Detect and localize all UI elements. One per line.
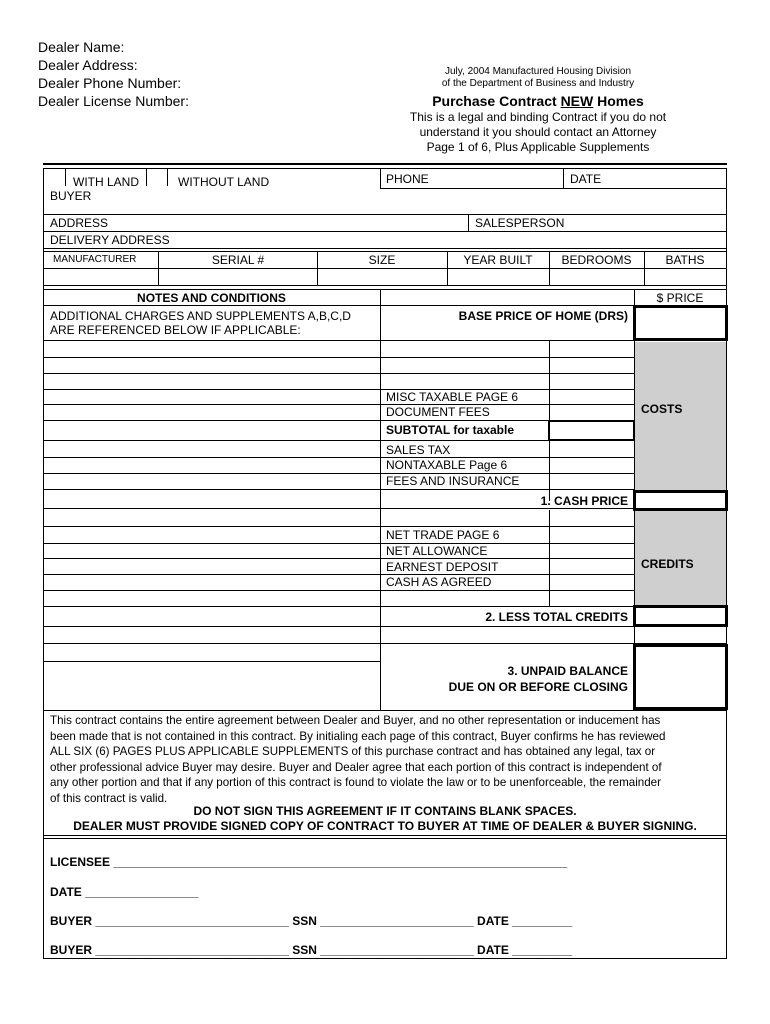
divider: [43, 958, 727, 959]
divider: [43, 289, 727, 290]
agreement-line-5: any other portion and that if any portion of this contract is found to violate the law or to be unenforceable, the remainder: [50, 776, 661, 790]
dealer-name-label: Dealer Name:: [38, 39, 125, 55]
divider: [43, 457, 380, 458]
divider: [43, 440, 380, 441]
divider: [43, 231, 727, 232]
divider: [43, 643, 727, 644]
signed-copy-warning: DEALER MUST PROVIDE SIGNED COPY OF CONTRACT TO BUYER AT TIME OF DEALER & BUYER SIGNING.: [73, 819, 697, 833]
less-total-credits-label: 2. LESS TOTAL CREDITS: [485, 610, 628, 624]
divider: [43, 357, 634, 358]
bedrooms-label: BEDROOMS: [561, 253, 632, 267]
without-land-label: WITHOUT LAND: [178, 175, 270, 189]
divider: [43, 473, 380, 474]
baths-label: BATHS: [665, 253, 705, 267]
with-land-checkbox[interactable]: [45, 168, 66, 186]
size-label: SIZE: [368, 253, 396, 267]
divider: [43, 558, 380, 559]
buyer-signature-line-1[interactable]: BUYER _____________________________ SSN _______________________ DATE _________: [50, 914, 573, 928]
divider: [43, 389, 380, 390]
divider: [43, 590, 634, 591]
divider: [43, 710, 727, 711]
dealer-info: [38, 38, 189, 110]
agreement-text: [50, 713, 726, 807]
blank-spaces-warning: DO NOT SIGN THIS AGREEMENT IF IT CONTAINS BLANK SPACES.: [193, 804, 577, 818]
agreement-line-1: This contract contains the entire agreement between Dealer and Buyer, and no other representation or inducement has: [50, 714, 661, 727]
year-built-label: YEAR BUILT: [463, 253, 533, 267]
salesperson-label: SALESPERSON: [475, 216, 565, 230]
subtotal-field[interactable]: [548, 420, 635, 441]
serial-label: SERIAL #: [211, 253, 265, 267]
date-signature-line[interactable]: DATE _________________: [50, 885, 199, 899]
unpaid-balance-line-2: DUE ON OR BEFORE CLOSING: [448, 680, 628, 694]
cash-price-field[interactable]: [633, 490, 728, 511]
subtotal-label: SUBTOTAL for taxable: [386, 423, 515, 437]
less-total-credits-field[interactable]: [633, 605, 728, 627]
page-title: Purchase Contract NEW Homes: [432, 93, 644, 109]
date-label: DATE: [570, 172, 602, 186]
divider: [43, 543, 380, 544]
divider: [43, 835, 727, 836]
divider: [380, 606, 634, 607]
divider: [43, 404, 380, 405]
notes-title: NOTES AND CONDITIONS: [137, 291, 286, 305]
divider: [43, 838, 727, 839]
divider: [43, 305, 727, 306]
divider: [43, 340, 634, 341]
credits-label: CREDITS: [641, 557, 694, 571]
cash-price-label: 1. CASH PRICE: [540, 494, 628, 508]
divider: [43, 420, 380, 421]
unpaid-balance-label: [380, 663, 628, 695]
agreement-line-4: other professional advice Buyer may desire. Buyer and Dealer agree that each portion of this contract is independent of: [50, 760, 662, 774]
top-rule: [43, 163, 727, 165]
agreement-line-6: of this contract is valid.: [50, 791, 168, 805]
divider: [43, 251, 727, 252]
price-header: $ PRICE: [656, 291, 704, 305]
divider: [43, 574, 380, 575]
divider: [43, 214, 727, 215]
nontaxable-label: NONTAXABLE Page 6: [386, 458, 508, 472]
divider: [43, 248, 727, 249]
frame-left: [43, 168, 44, 958]
delivery-address-label: DELIVERY ADDRESS: [50, 233, 170, 247]
legal-notice-2: understand it you should contact an Attorney: [419, 125, 657, 139]
dealer-license-label: Dealer License Number:: [38, 93, 189, 109]
base-price-field[interactable]: [633, 305, 728, 341]
division-line: July, 2004 Manufactured Housing Division: [444, 66, 632, 77]
without-land-checkbox[interactable]: [146, 168, 168, 186]
divider: [43, 489, 380, 490]
misc-taxable-label: MISC TAXABLE PAGE 6: [386, 390, 519, 404]
manufacturer-label: MANUFACTURER: [53, 254, 137, 265]
buyer-signature-line-2[interactable]: BUYER _____________________________ SSN _______________________ DATE _________: [50, 943, 573, 957]
notes-intro: [50, 309, 351, 337]
cash-as-agreed-label: CASH AS AGREED: [386, 575, 492, 589]
divider: [380, 168, 381, 188]
costs-area: [635, 342, 726, 490]
sales-tax-label: SALES TAX: [386, 443, 451, 457]
divider: [43, 526, 634, 527]
divider: [43, 508, 634, 509]
divider: [43, 606, 380, 607]
page-count: Page 1 of 6, Plus Applicable Supplements: [426, 140, 650, 154]
net-allowance-label: NET ALLOWANCE: [386, 544, 488, 558]
fees-insurance-label: FEES AND INSURANCE: [386, 474, 520, 488]
with-land-label: WITH LAND: [73, 175, 139, 189]
buyer-label: BUYER: [50, 189, 92, 203]
unpaid-balance-field[interactable]: [633, 644, 728, 710]
divider: [43, 661, 380, 662]
net-trade-label: NET TRADE PAGE 6: [386, 528, 500, 542]
base-price-label: BASE PRICE OF HOME (DRS): [458, 309, 628, 323]
notes-line-1: ADDITIONAL CHARGES AND SUPPLEMENTS A,B,C,D: [50, 309, 351, 323]
earnest-deposit-label: EARNEST DEPOSIT: [386, 560, 499, 574]
divider: [380, 558, 634, 559]
contract-header: [380, 66, 696, 155]
divider: [380, 188, 726, 189]
divider: [43, 373, 634, 374]
notes-line-2: ARE REFERENCED BELOW IF APPLICABLE:: [50, 323, 301, 337]
legal-notice-1: This is a legal and binding Contract if you do not: [409, 110, 667, 124]
phone-label: PHONE: [386, 172, 429, 186]
document-fees-label: DOCUMENT FEES: [386, 405, 490, 419]
divider: [43, 626, 727, 627]
costs-label: COSTS: [641, 402, 683, 416]
unpaid-balance-line-1: 3. UNPAID BALANCE: [507, 664, 628, 678]
divider: [380, 440, 634, 441]
address-label: ADDRESS: [50, 216, 109, 230]
agreement-line-3: ALL SIX (6) PAGES PLUS APPLICABLE SUPPLEMENTS of this purchase contract and has obtained any legal, tax or: [50, 745, 656, 759]
divider: [43, 268, 727, 269]
divider: [380, 489, 634, 490]
frame-right: [726, 168, 727, 958]
divider: [468, 214, 469, 231]
divider: [563, 168, 564, 188]
licensee-signature-line[interactable]: LICENSEE ____________________________________________________________________: [50, 855, 568, 869]
department-line: of the Department of Business and Industry: [441, 78, 635, 89]
dealer-address-label: Dealer Address:: [38, 57, 138, 73]
divider: [43, 285, 727, 286]
dealer-phone-label: Dealer Phone Number:: [38, 75, 182, 91]
agreement-line-2: been made that is not contained in this contract. By initialing each page of this contract, Buyer confirms he has reviewed: [50, 729, 666, 743]
